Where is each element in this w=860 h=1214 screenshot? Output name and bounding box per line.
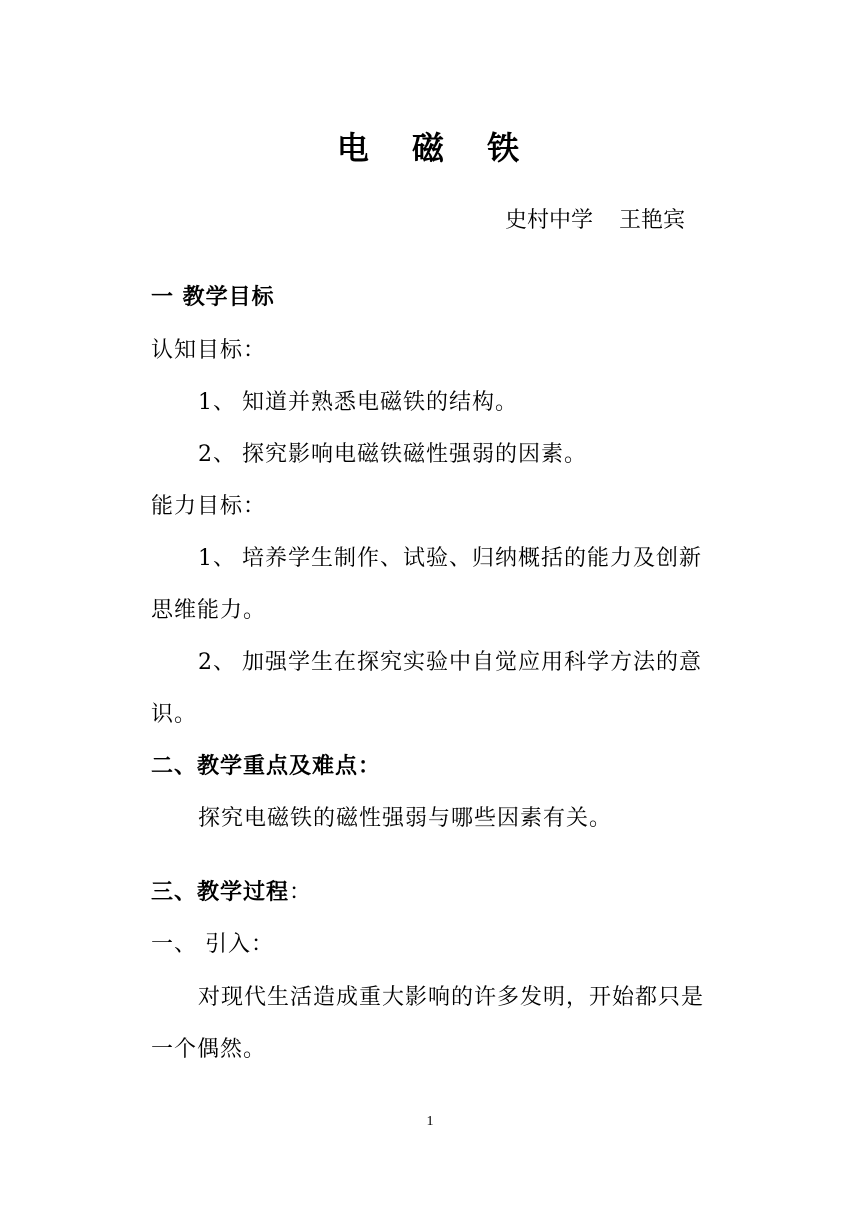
author-name: 王艳宾: [619, 208, 686, 233]
intro-text: 对现代生活造成重大影响的许多发明，开始都只是: [198, 985, 705, 1010]
list-text: 探究影响电磁铁磁性强弱的因素。: [242, 442, 588, 467]
list-number: 1、: [198, 546, 236, 571]
cognitive-item-1: [198, 388, 518, 418]
section-heading-keypoints: 二、教学重点及难点：: [151, 754, 382, 779]
ability-item-1-continuation: 思维能力。: [151, 598, 267, 623]
process-heading-text: 三、教学过程: [151, 880, 290, 905]
cognitive-item-2: [198, 440, 587, 470]
keypoints-text: 探究电磁铁的磁性强弱与哪些因素有关。: [198, 806, 613, 831]
author-school: 史村中学: [505, 208, 594, 233]
list-text: 知道并熟悉电磁铁的结构。: [242, 390, 519, 415]
ability-item-2: [198, 648, 702, 678]
list-text: 培养学生制作、试验、归纳概括的能力及创新: [242, 546, 703, 571]
author-byline: [505, 206, 685, 236]
ability-item-2-continuation: 识。: [151, 702, 198, 727]
page-number: 1: [426, 1114, 434, 1129]
list-text: 加强学生在探究实验中自觉应用科学方法的意: [242, 650, 703, 675]
section-heading-objectives: 一 教学目标: [151, 285, 275, 310]
section-heading-process: [151, 878, 312, 908]
ability-item-1: [198, 544, 702, 574]
list-number: 2、: [198, 650, 236, 675]
ability-objectives-label: 能力目标：: [151, 494, 267, 519]
document-title: 电 磁 铁: [336, 129, 536, 167]
process-heading-colon: ：: [289, 880, 313, 905]
intro-heading: 一、 引入：: [151, 932, 274, 957]
list-number: 1、: [198, 390, 236, 415]
list-number: 2、: [198, 442, 236, 467]
intro-text-continuation: 一个偶然。: [151, 1037, 267, 1062]
cognitive-objectives-label: 认知目标：: [151, 338, 267, 363]
